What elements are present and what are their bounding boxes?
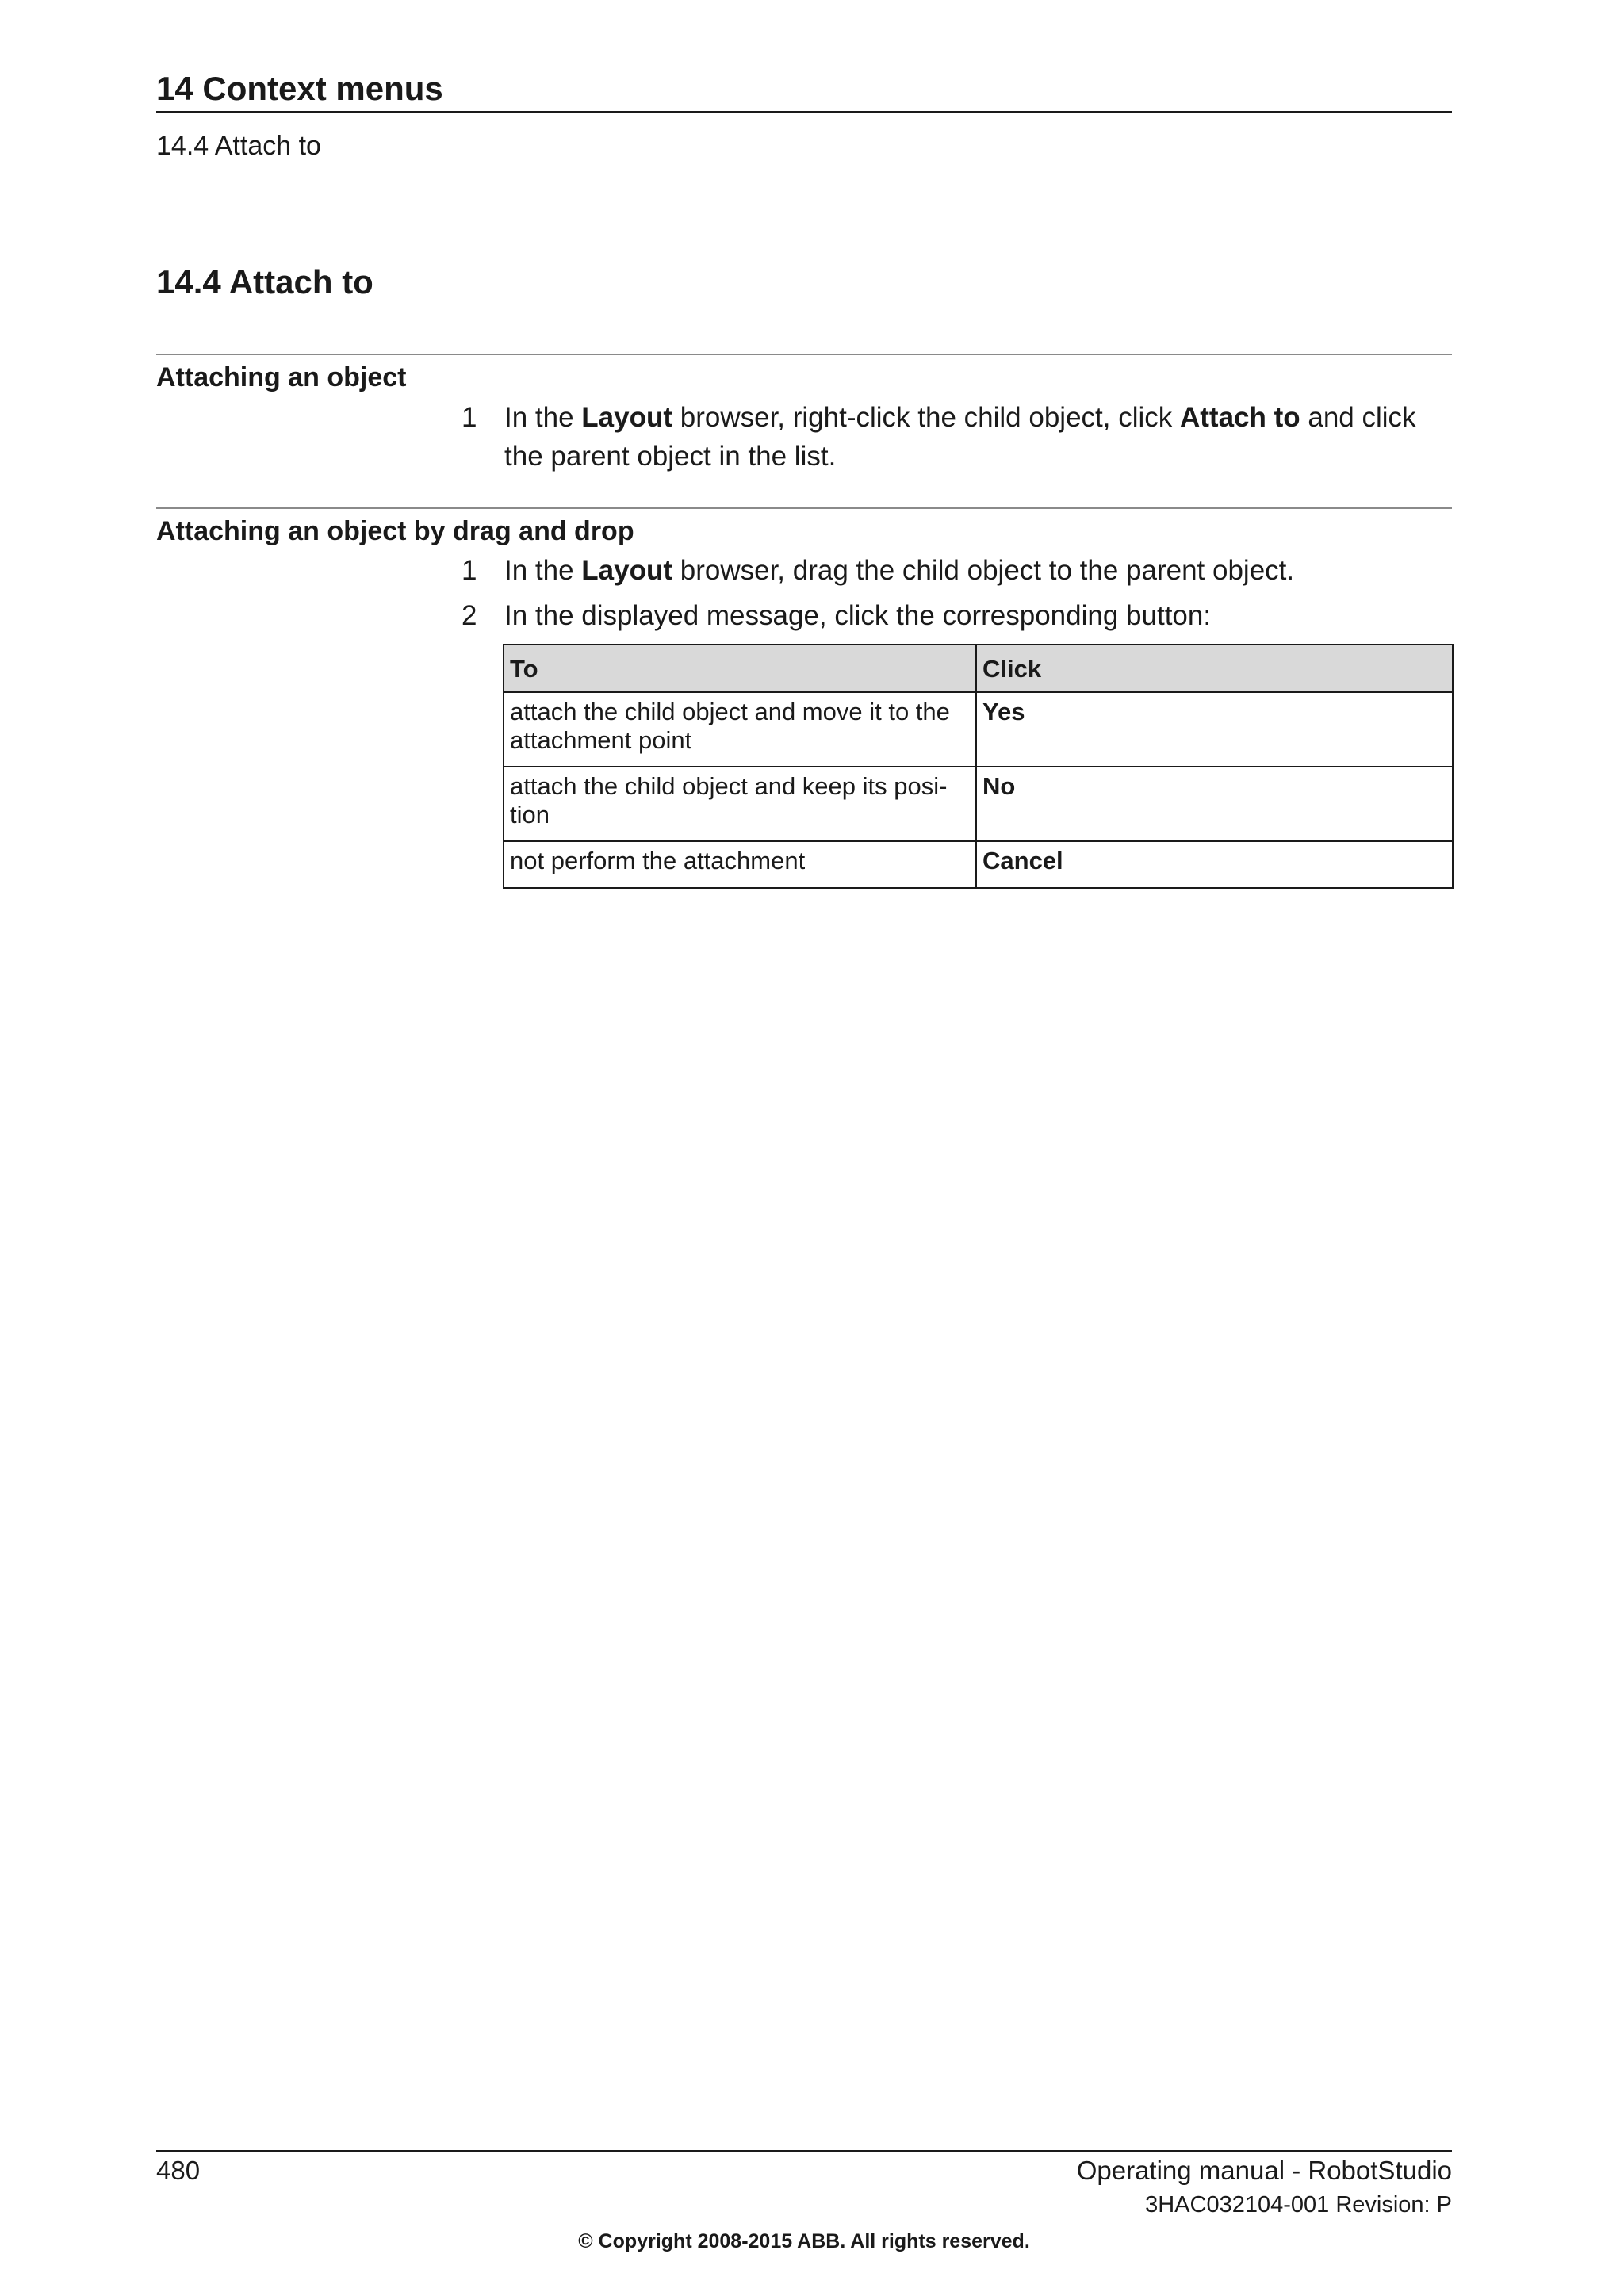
table-cell-action: attach the child object and move it to the attachment point xyxy=(504,692,976,767)
step-item xyxy=(462,398,1453,476)
ui-term-layout: Layout xyxy=(581,555,673,586)
button-action-table xyxy=(503,644,1454,889)
section-heading: 14.4 Attach to xyxy=(156,263,373,300)
document-id: 3HAC032104-001 Revision: P xyxy=(1145,2192,1452,2218)
step-text: In the Layout browser, drag the child object to the parent object. xyxy=(504,555,1295,586)
step-number: 1 xyxy=(462,555,477,586)
table-header-row xyxy=(504,645,1453,692)
table-cell-action: not perform the attachment xyxy=(504,841,976,888)
table-cell-button: Yes xyxy=(976,692,1453,767)
manual-title: Operating manual - RobotStudio xyxy=(1076,2156,1452,2185)
block-heading-attaching-an-object: Attaching an object xyxy=(156,362,407,392)
block-divider xyxy=(156,507,1452,509)
page-number: 480 xyxy=(156,2156,201,2185)
table-row xyxy=(504,841,1453,888)
header-divider xyxy=(156,111,1452,113)
table-row xyxy=(504,692,1453,767)
block-divider xyxy=(156,354,1452,355)
block-heading-drag-and-drop: Attaching an object by drag and drop xyxy=(156,516,634,546)
table-header-cell: Click xyxy=(976,645,1453,692)
ui-term-attach-to: Attach to xyxy=(1179,402,1300,433)
table-cell-button: No xyxy=(976,767,1453,841)
table-row xyxy=(504,767,1453,841)
table-cell-action: attach the child object and keep its posi-tion xyxy=(504,767,976,841)
step-number: 1 xyxy=(462,402,477,433)
chapter-title: 14 Context menus xyxy=(156,70,443,107)
step-number: 2 xyxy=(462,600,477,631)
step-item xyxy=(462,596,1453,635)
step-text: In the Layout browser, right-click the child object, click Attach to and click the parent object in the list. xyxy=(504,402,1416,472)
footer-divider xyxy=(156,2150,1452,2152)
step-item xyxy=(462,551,1453,590)
table-header-cell: To xyxy=(504,645,976,692)
ui-term-layout: Layout xyxy=(581,402,673,433)
running-section-title: 14.4 Attach to xyxy=(156,131,321,161)
table-cell-button: Cancel xyxy=(976,841,1453,888)
step-text: In the displayed message, click the corresponding button: xyxy=(504,600,1212,631)
copyright-notice: © Copyright 2008-2015 ABB. All rights reserved. xyxy=(578,2230,1030,2252)
